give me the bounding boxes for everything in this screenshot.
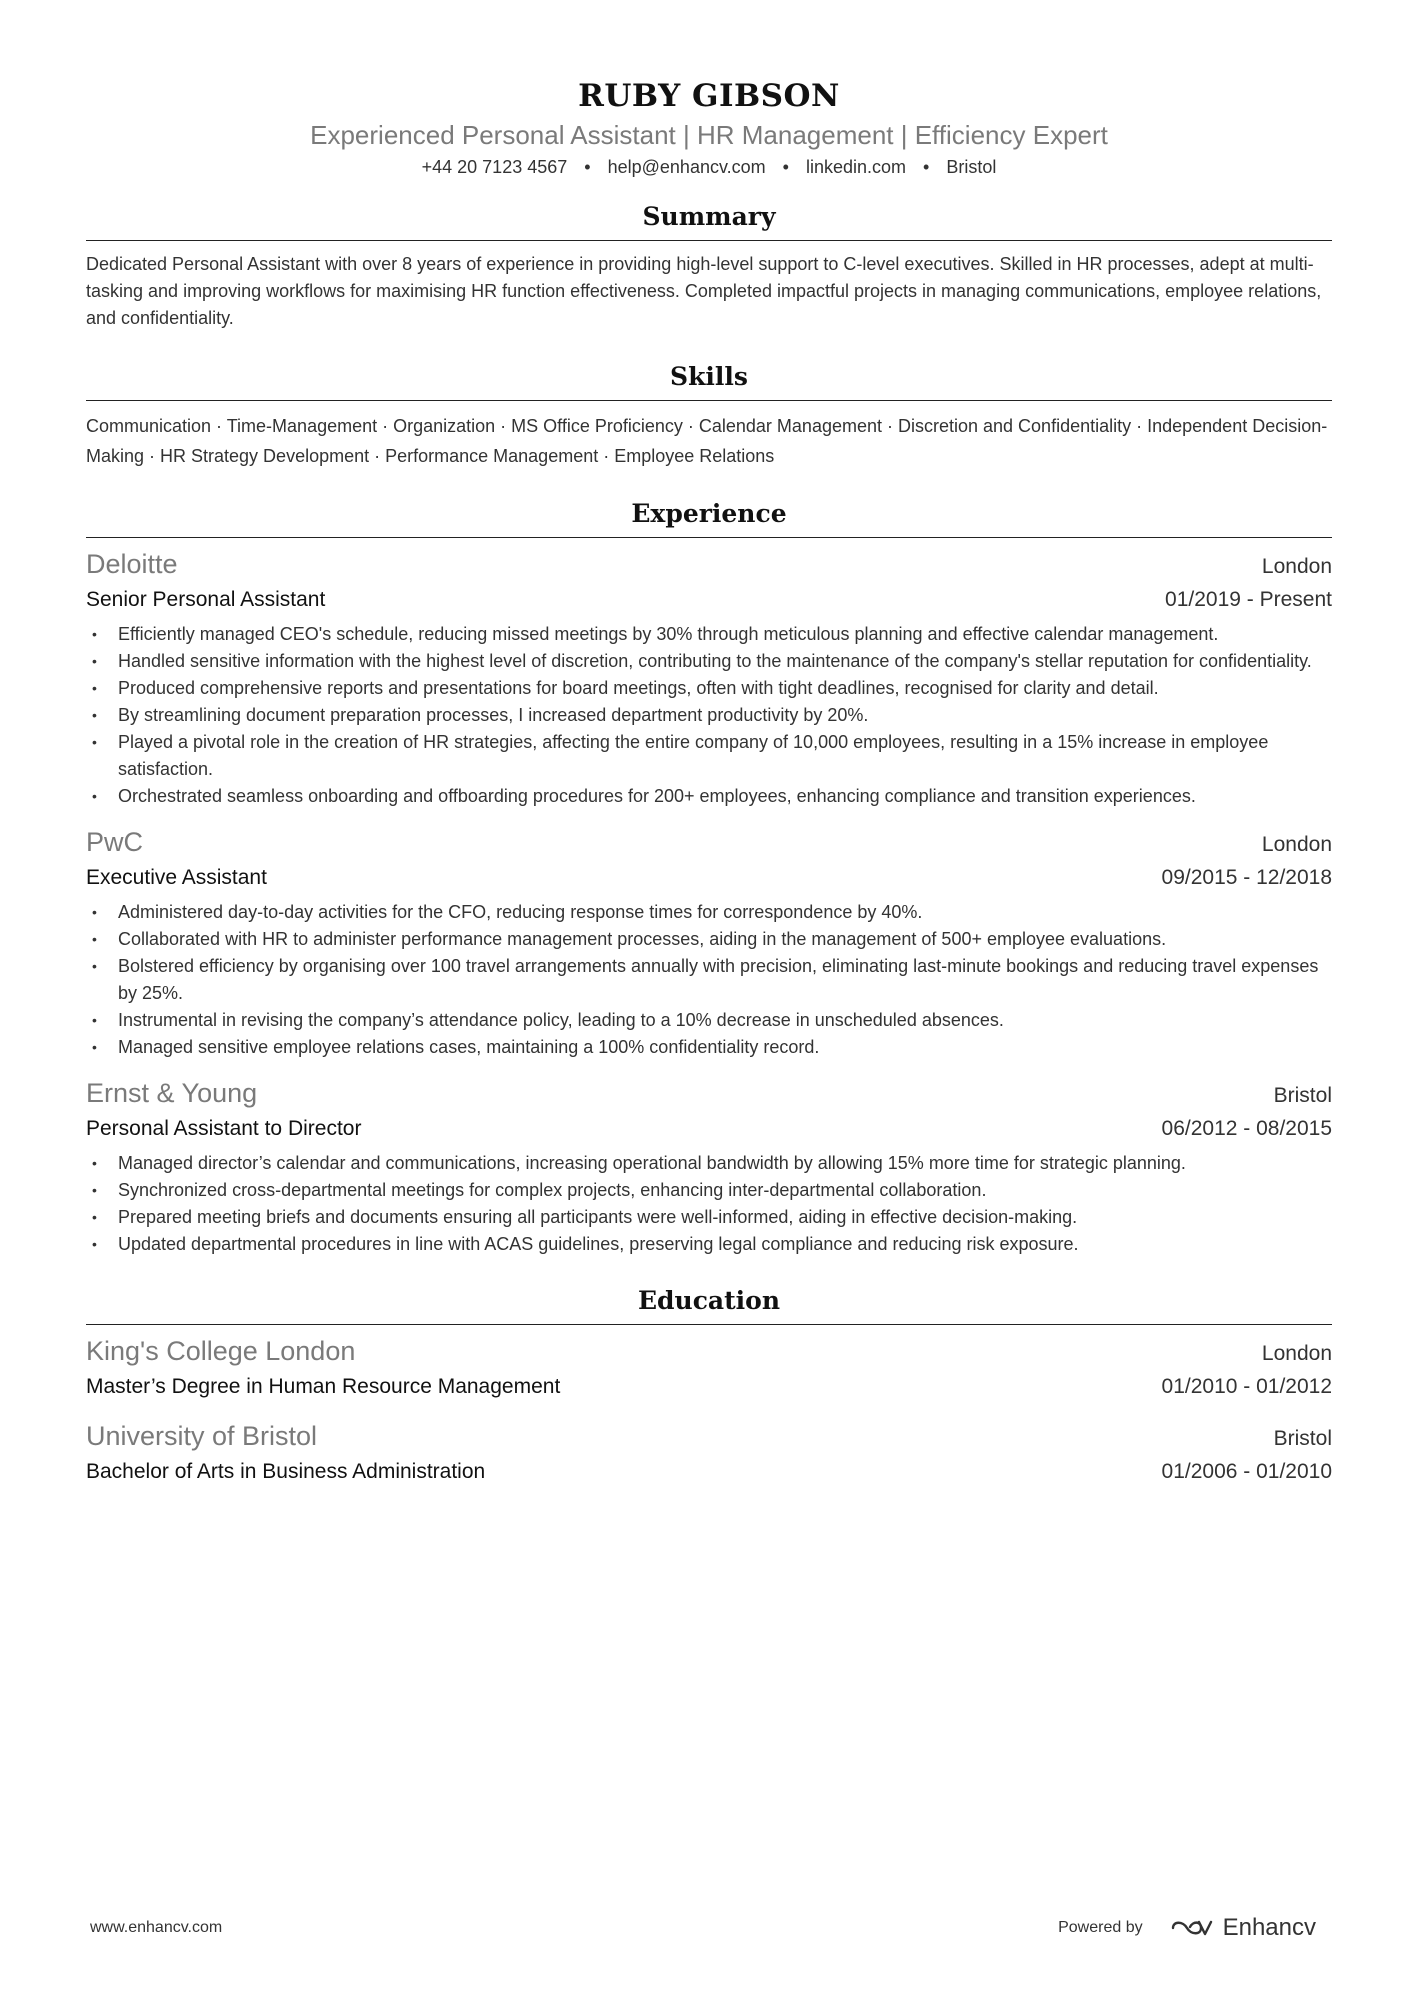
powered-by — [1058, 1914, 1316, 1942]
achievement-item: • By streamlining document preparation processes, I increased department productivity by 20%. — [118, 702, 1332, 729]
education-entry — [86, 1333, 1332, 1402]
experience-title: Experience — [86, 497, 1332, 538]
company-name: Ernst & Young — [86, 1078, 258, 1108]
summary-section — [86, 200, 1332, 332]
summary-text: Dedicated Personal Assistant with over 8 years of experience in providing high-level support to C-level executives. Skilled in HR processes, adept at multi-tasking and improving workflows for maximising HR function effectiveness. Completed impactful projects in managing communications, employee relations, and confidentiality. — [86, 254, 1322, 328]
achievement-list — [86, 899, 1332, 1061]
school-name: King's College London — [86, 1336, 356, 1366]
achievement-item: • Played a pivotal role in the creation of HR strategies, affecting the entire company of 10,000 employees, resulting in a 15% increase in employee satisfaction. — [118, 729, 1332, 783]
candidate-headline: Experienced Personal Assistant | HR Management | Efficiency Expert — [310, 120, 1108, 150]
achievement-item: • Synchronized cross-departmental meetings for complex projects, enhancing inter-departmental collaboration. — [118, 1177, 1332, 1204]
achievement-item: • Orchestrated seamless onboarding and offboarding procedures for 200+ employees, enhancing compliance and transition experiences. — [118, 783, 1332, 810]
company-name: PwC — [86, 827, 144, 857]
skills-list: Communication · Time-Management · Organization · MS Office Proficiency · Calendar Management · Discretion and Confidentiality · Independent Decision-Making · HR Strategy Development · Performance Management · Employee Relations — [86, 416, 1328, 466]
school-location: Bristol — [1273, 1427, 1332, 1450]
contact-info — [86, 154, 1332, 180]
profile-link[interactable]: linkedin.com — [805, 157, 907, 177]
job-dates: 06/2012 - 08/2015 — [1161, 1117, 1332, 1140]
achievement-list — [86, 621, 1332, 810]
achievement-item: • Prepared meeting briefs and documents ensuring all participants were well-informed, aiding in effective decision-making. — [118, 1204, 1332, 1231]
phone-number: +44 20 7123 4567 — [421, 157, 568, 177]
achievement-item: • Handled sensitive information with the highest level of discretion, contributing to the maintenance of the company's stellar reputation for confidentiality. — [118, 648, 1332, 675]
education-entry — [86, 1418, 1332, 1487]
experience-entry — [86, 824, 1332, 1061]
education-dates: 01/2010 - 01/2012 — [1161, 1375, 1332, 1398]
skills-title: Skills — [86, 360, 1332, 401]
achievement-item: • Instrumental in revising the company’s attendance policy, leading to a 10% decrease in unscheduled absences. — [118, 1007, 1332, 1034]
achievement-item: • Collaborated with HR to administer performance management processes, aiding in the management of 500+ employee evaluations. — [118, 926, 1332, 953]
candidate-name: RUBY GIBSON — [578, 78, 840, 114]
enhancv-logo[interactable] — [1169, 1914, 1316, 1942]
contact-separator: • — [923, 157, 930, 177]
achievement-list — [86, 1150, 1332, 1258]
job-title: Executive Assistant — [86, 866, 267, 889]
experience-entry — [86, 546, 1332, 810]
contact-separator: • — [782, 157, 789, 177]
page-footer — [90, 1914, 1316, 1942]
summary-title: Summary — [86, 200, 1332, 241]
degree-name: Master’s Degree in Human Resource Management — [86, 1375, 561, 1398]
achievement-item: • Administered day-to-day activities for the CFO, reducing response times for correspondence by 40%. — [118, 899, 1332, 926]
education-dates: 01/2006 - 01/2010 — [1161, 1460, 1332, 1483]
job-dates: 01/2019 - Present — [1165, 588, 1332, 611]
achievement-item: • Managed sensitive employee relations cases, maintaining a 100% confidentiality record. — [118, 1034, 1332, 1061]
candidate-location: Bristol — [946, 157, 997, 177]
experience-entry — [86, 1075, 1332, 1258]
job-title: Senior Personal Assistant — [86, 588, 326, 611]
job-dates: 09/2015 - 12/2018 — [1161, 866, 1332, 889]
company-name: Deloitte — [86, 549, 178, 579]
enhancv-logo-icon — [1169, 1916, 1215, 1940]
school-name: University of Bristol — [86, 1421, 318, 1451]
brand-name: Enhancv — [1222, 1914, 1316, 1941]
contact-separator: • — [584, 157, 591, 177]
school-location: London — [1261, 1342, 1332, 1365]
achievement-item: • Bolstered efficiency by organising over 100 travel arrangements annually with precision, eliminating last-minute bookings and reducing travel expenses by 25%. — [118, 953, 1332, 1007]
resume-page — [86, 0, 1332, 1487]
education-title: Education — [86, 1284, 1332, 1325]
achievement-item: • Efficiently managed CEO's schedule, reducing missed meetings by 30% through meticulous planning and effective calendar management. — [118, 621, 1332, 648]
powered-by-label: Powered by — [1058, 1919, 1143, 1936]
resume-header — [86, 0, 1332, 180]
job-title: Personal Assistant to Director — [86, 1117, 362, 1140]
footer-website-link[interactable]: www.enhancv.com — [90, 1919, 223, 1936]
job-location: Bristol — [1273, 1084, 1332, 1107]
achievement-item: • Produced comprehensive reports and presentations for board meetings, often with tight deadlines, recognised for clarity and detail. — [118, 675, 1332, 702]
experience-section — [86, 497, 1332, 1258]
achievement-item: • Managed director’s calendar and communications, increasing operational bandwidth by allowing 15% more time for strategic planning. — [118, 1150, 1332, 1177]
achievement-item: • Updated departmental procedures in line with ACAS guidelines, preserving legal compliance and reducing risk exposure. — [118, 1231, 1332, 1258]
education-section — [86, 1284, 1332, 1487]
job-location: London — [1261, 555, 1332, 578]
skills-section — [86, 360, 1332, 471]
degree-name: Bachelor of Arts in Business Administration — [86, 1460, 486, 1483]
job-location: London — [1261, 833, 1332, 856]
email-address[interactable]: help@enhancv.com — [607, 157, 766, 177]
